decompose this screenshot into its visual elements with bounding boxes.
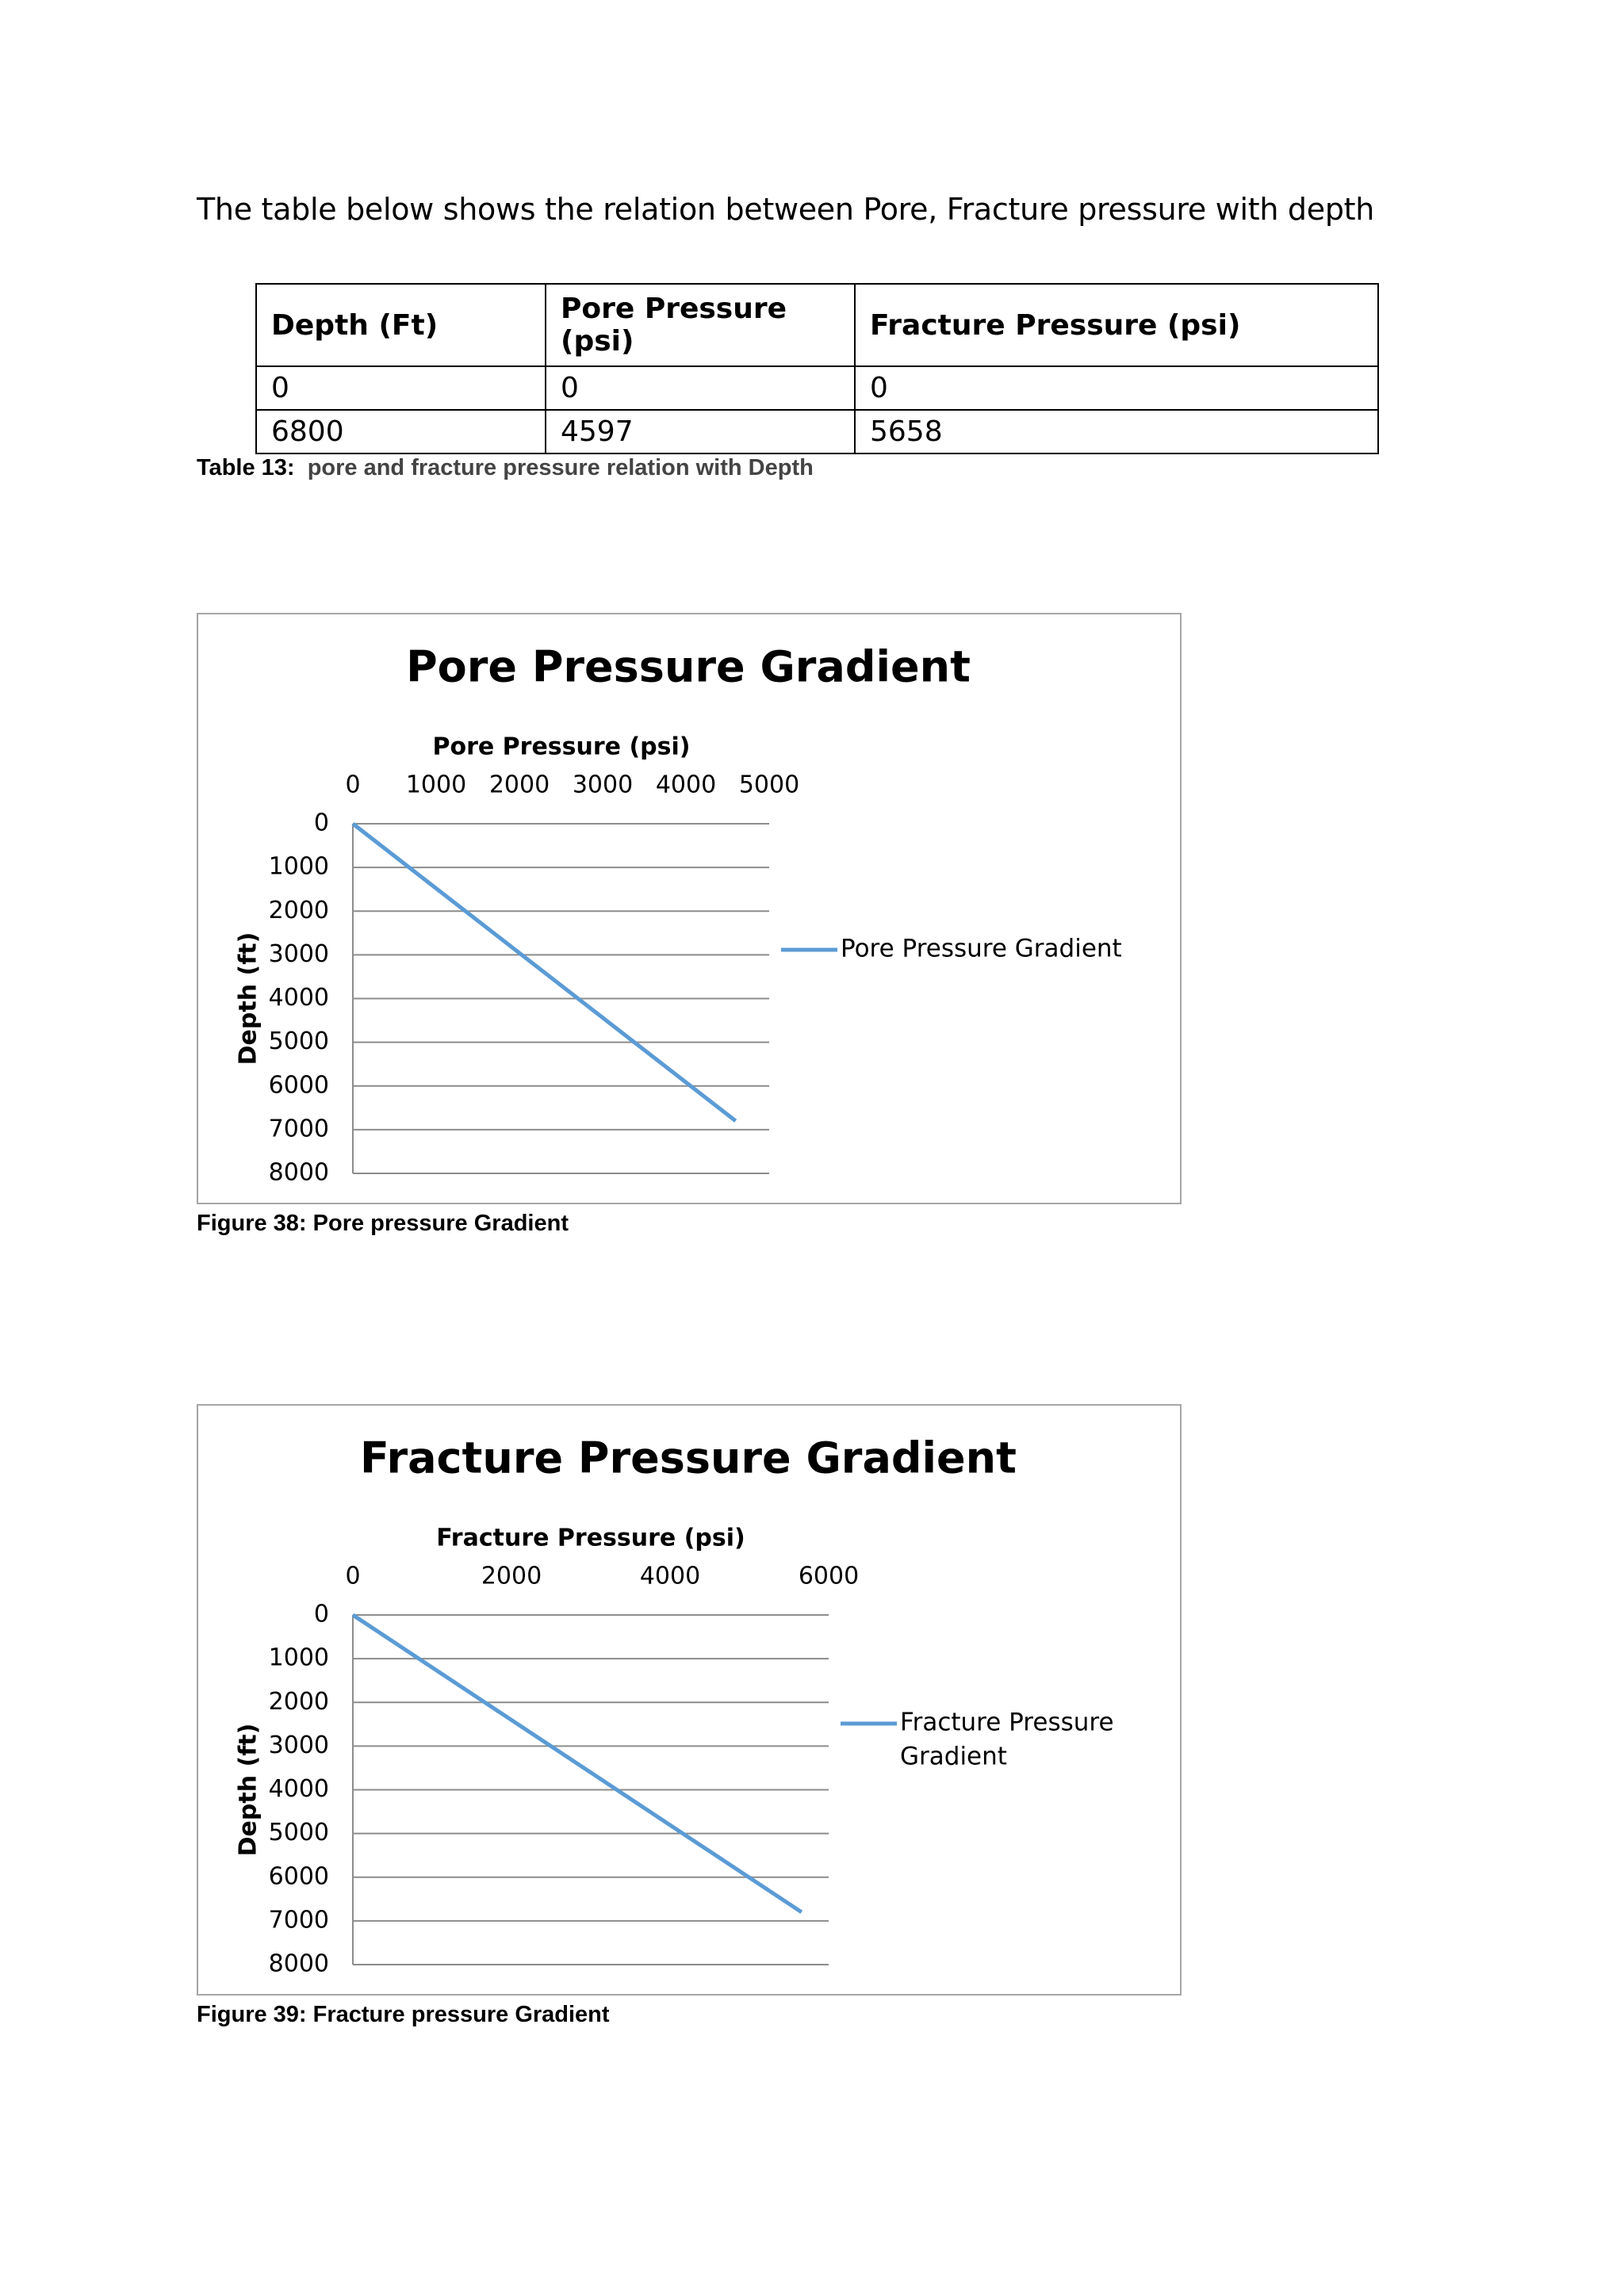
y-axis-label: Depth (ft) [234,1723,262,1857]
y-tick-label: 2000 [268,896,329,924]
y-tick-label: 4000 [268,1775,329,1803]
figure-39-caption: Figure 39: Fracture pressure Gradient [197,2002,610,2027]
legend-label: Gradient [900,1742,1007,1771]
legend-label: Pore Pressure Gradient [841,934,1122,963]
pore-pressure-chart [197,613,1182,1204]
y-tick-label: 7000 [268,1906,329,1934]
chart-frame [197,614,1181,1203]
y-tick-label: 3000 [268,1731,329,1759]
x-tick-label: 6000 [798,1562,860,1590]
fracture-pressure-chart [197,1404,1182,1996]
y-tick-label: 5000 [268,1027,329,1056]
figure-38-caption: Figure 38: Pore pressure Gradient [197,1211,569,1236]
x-tick-label: 2000 [488,771,550,799]
cell-fracture-pressure: 0 [855,366,1378,410]
y-tick-label: 8000 [268,1950,329,1978]
y-tick-label: 1000 [268,852,329,881]
x-tick-label: 5000 [738,771,800,799]
y-axis-label: Depth (ft) [234,932,262,1066]
header-fracture-pressure: Fracture Pressure (psi) [855,284,1378,366]
y-tick-label: 5000 [268,1819,329,1847]
y-tick-label: 6000 [268,1071,329,1100]
x-tick-label: 4000 [655,771,717,799]
y-tick-label: 7000 [268,1115,329,1143]
table-caption-label: Table 13: [197,455,295,480]
table-row [256,366,1378,410]
y-tick-label: 1000 [268,1644,329,1672]
x-axis-label: Pore Pressure (psi) [432,733,691,761]
header-pore-pressure: Pore Pressure (psi) [546,284,855,366]
y-tick-label: 6000 [268,1862,329,1891]
chart-title: Fracture Pressure Gradient [360,1433,1017,1483]
cell-fracture-pressure: 5658 [855,410,1378,453]
x-tick-label: 3000 [572,771,634,799]
cell-pore-pressure: 0 [546,366,855,410]
y-tick-label: 2000 [268,1687,329,1716]
table-header-row [256,284,1378,366]
x-tick-label: 4000 [639,1562,701,1590]
y-tick-label: 3000 [268,939,329,968]
legend-label: Fracture Pressure [900,1708,1114,1737]
cell-depth: 6800 [256,410,546,453]
pressure-table [255,283,1379,454]
intro-paragraph: The table below shows the relation between Pore, Fracture pressure with depth [197,192,1375,227]
x-tick-label: 1000 [405,771,467,799]
x-tick-label: 0 [345,771,361,799]
y-tick-label: 0 [313,809,329,837]
header-depth: Depth (Ft) [256,284,546,366]
chart-title: Pore Pressure Gradient [406,641,971,692]
y-tick-label: 0 [313,1600,329,1628]
y-tick-label: 8000 [268,1158,329,1187]
x-tick-label: 0 [345,1562,361,1590]
x-axis-label: Fracture Pressure (psi) [436,1524,745,1552]
table-row [256,410,1378,453]
chart-frame [197,1405,1181,1995]
table-caption [197,455,814,481]
cell-pore-pressure: 4597 [546,410,855,453]
y-tick-label: 4000 [268,984,329,1012]
cell-depth: 0 [256,366,546,410]
x-tick-label: 2000 [481,1562,542,1590]
table-caption-text: pore and fracture pressure relation with Depth [307,455,814,480]
